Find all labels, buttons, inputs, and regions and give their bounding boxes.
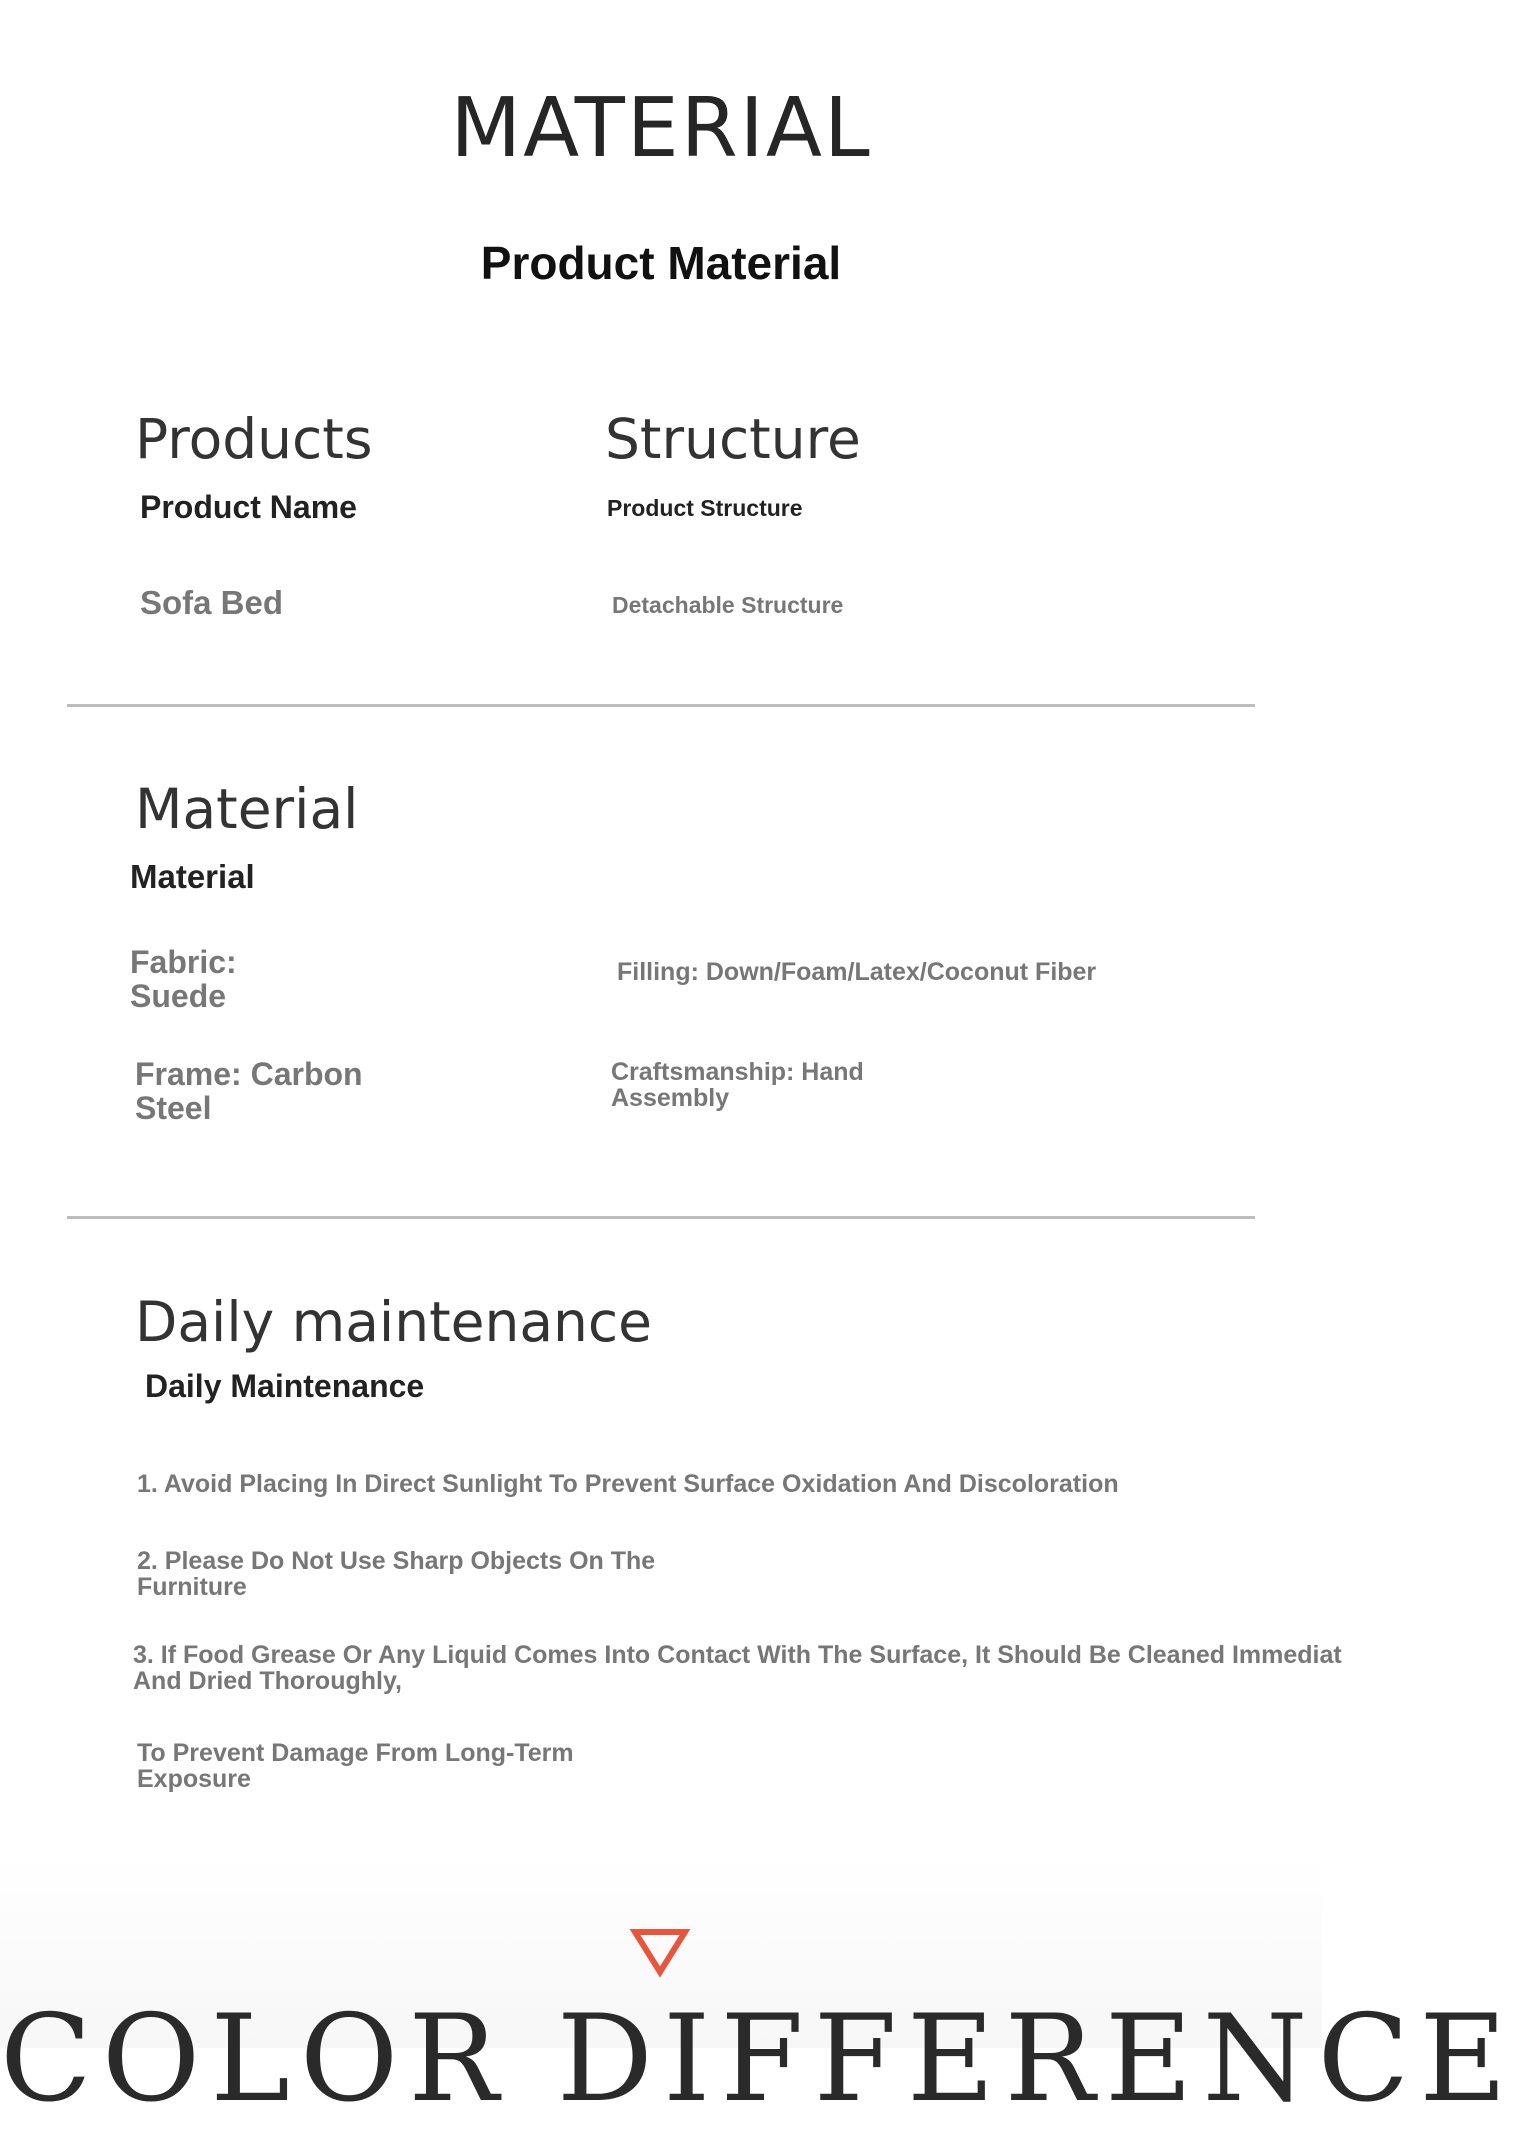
maintenance-line: 3. If Food Grease Or Any Liquid Comes Into Contact With The Surface, It Should Be Cleaned Immediat <box>133 1641 1342 1669</box>
maintenance-item-2 <box>137 1548 655 1601</box>
maintenance-line: And Dried Thoroughly, <box>133 1667 402 1696</box>
down-triangle-icon <box>631 1928 689 1983</box>
maintenance-heading: Daily maintenance <box>135 1290 652 1354</box>
craftsmanship-value <box>611 1059 864 1112</box>
product-name-value: Sofa Bed <box>140 584 284 621</box>
material-heading: Material <box>135 777 359 841</box>
section-divider <box>67 1216 1255 1219</box>
maintenance-item-4 <box>137 1740 574 1793</box>
section-divider <box>67 704 1255 707</box>
maintenance-line: Furniture <box>137 1573 247 1602</box>
maintenance-line: Exposure <box>137 1765 251 1794</box>
product-structure-label: Product Structure <box>607 495 803 521</box>
color-difference-heading: COLOR DIFFERENCE <box>0 1990 1517 2129</box>
craftsmanship-line: Assembly <box>611 1084 730 1113</box>
fabric-line: Fabric: <box>130 944 237 980</box>
products-heading: Products <box>135 407 373 471</box>
filling-value: Filling: Down/Foam/Latex/Coconut Fiber <box>617 958 1097 986</box>
structure-heading: Structure <box>605 407 861 471</box>
maintenance-item-3 <box>133 1641 1342 1696</box>
frame-line: Steel <box>135 1089 212 1126</box>
maintenance-line: To Prevent Damage From Long-Term <box>137 1739 574 1767</box>
product-name-label: Product Name <box>140 489 357 525</box>
material-label: Material <box>130 858 255 895</box>
frame-value <box>135 1058 363 1125</box>
maintenance-label: Daily Maintenance <box>145 1368 425 1404</box>
fabric-line: Suede <box>130 977 227 1014</box>
frame-line: Frame: Carbon <box>135 1056 363 1092</box>
maintenance-item-1: 1. Avoid Placing In Direct Sunlight To Prevent Surface Oxidation And Discoloration <box>137 1470 1119 1498</box>
craftsmanship-line: Craftsmanship: Hand <box>611 1058 864 1086</box>
fabric-value <box>130 946 237 1013</box>
maintenance-line: 2. Please Do Not Use Sharp Objects On The <box>137 1547 656 1575</box>
page-title: MATERIAL <box>450 81 872 176</box>
page-subtitle: Product Material <box>480 237 842 289</box>
product-structure-value: Detachable Structure <box>612 592 844 618</box>
